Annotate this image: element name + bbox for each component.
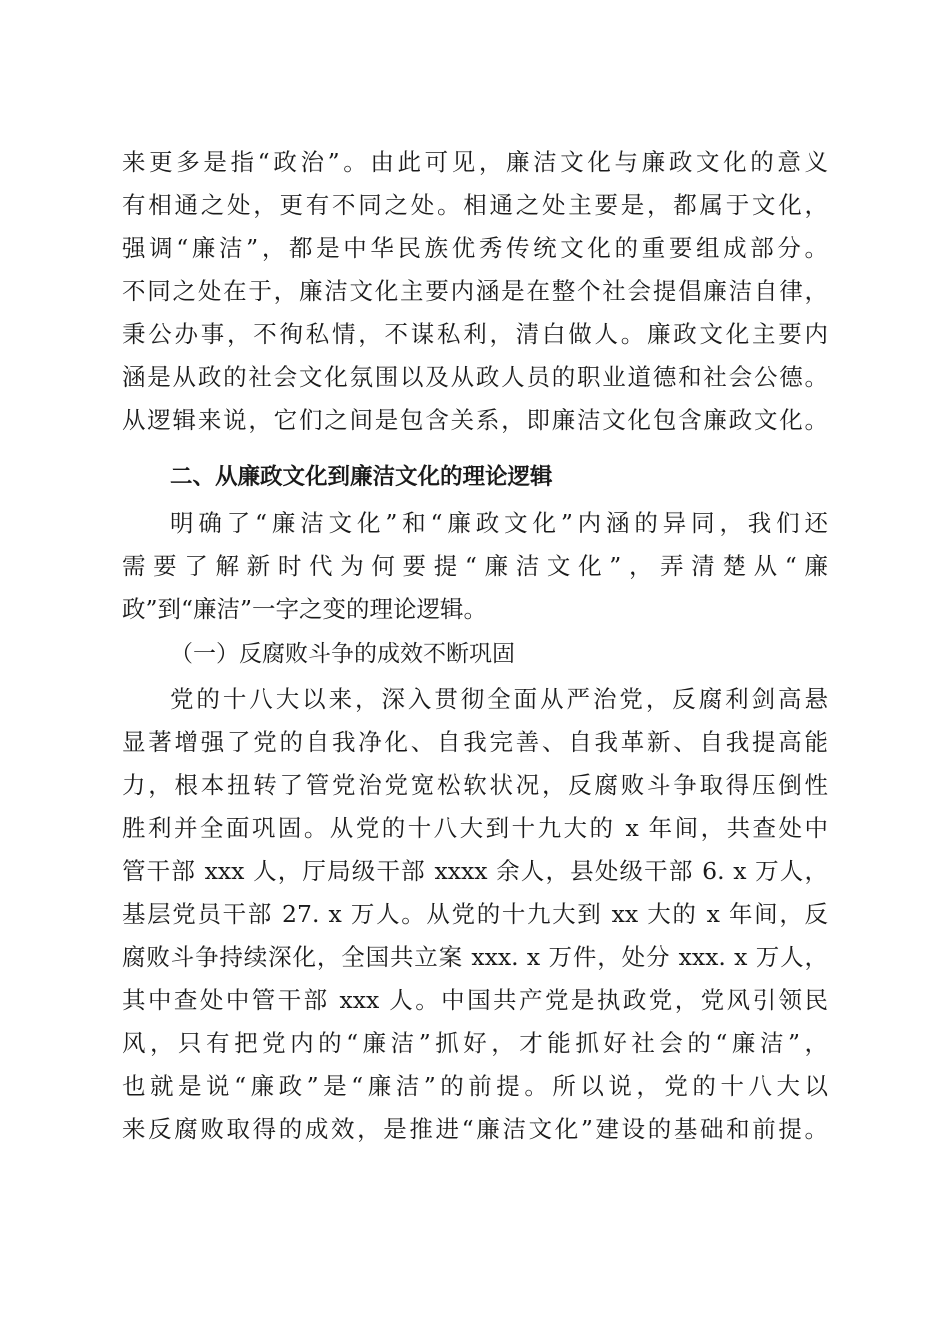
text-line: 其中查处中管干部 xxx 人。中国共产党是执政党，党风引领民 [122,986,828,1014]
text-line: 强调“廉洁”，都是中华民族优秀传统文化的重要组成部分。 [122,234,828,262]
text-line: 来更多是指“政治”。由此可见，廉洁文化与廉政文化的意义 [122,148,828,176]
text-line: 胜利并全面巩固。从党的十八大到十九大的 x 年间，共查处中 [122,814,828,842]
text-line: 管干部 xxx 人，厅局级干部 xxxx 余人，县处级干部 6. x 万人， [122,857,828,885]
text-line: 也就是说“廉政”是“廉洁”的前提。所以说，党的十八大以 [122,1072,828,1100]
subsection-heading: （一）反腐败斗争的成效不断巩固 [170,641,515,667]
text-line: 涵是从政的社会文化氛围以及从政人员的职业道德和社会公德。 [122,363,828,391]
text-line: 不同之处在于，廉洁文化主要内涵是在整个社会提倡廉洁自律， [122,277,828,305]
text-line: 显著增强了党的自我净化、自我完善、自我革新、自我提高能 [122,728,828,756]
text-line: 从逻辑来说，它们之间是包含关系，即廉洁文化包含廉政文化。 [122,406,828,434]
text-line: 党的十八大以来，深入贯彻全面从严治党，反腐利剑高悬 [170,685,828,713]
text-line: 秉公办事，不徇私情，不谋私利，清白做人。廉政文化主要内 [122,320,828,348]
text-line: 风，只有把党内的“廉洁”抓好，才能抓好社会的“廉洁”， [122,1029,828,1057]
text-line: 明确了“廉洁文化”和“廉政文化”内涵的异同，我们还 [170,509,828,537]
text-line: 来反腐败取得的成效，是推进“廉洁文化”建设的基础和前提。 [122,1115,828,1143]
text-line: 腐败斗争持续深化，全国共立案 xxx. x 万件，处分 xxx. x 万人， [122,943,828,971]
text-line: 政”到“廉洁”一字之变的理论逻辑。 [122,595,488,623]
section-heading: 二、从廉政文化到廉洁文化的理论逻辑 [170,464,553,490]
text-line: 基层党员干部 27. x 万人。从党的十九大到 xx 大的 x 年间，反 [122,900,828,928]
text-line: 需要了解新时代为何要提“廉洁文化”，弄清楚从“廉 [122,552,828,580]
text-line: 力，根本扭转了管党治党宽松软状况，反腐败斗争取得压倒性 [122,771,828,799]
text-line: 有相通之处，更有不同之处。相通之处主要是，都属于文化， [122,191,828,219]
